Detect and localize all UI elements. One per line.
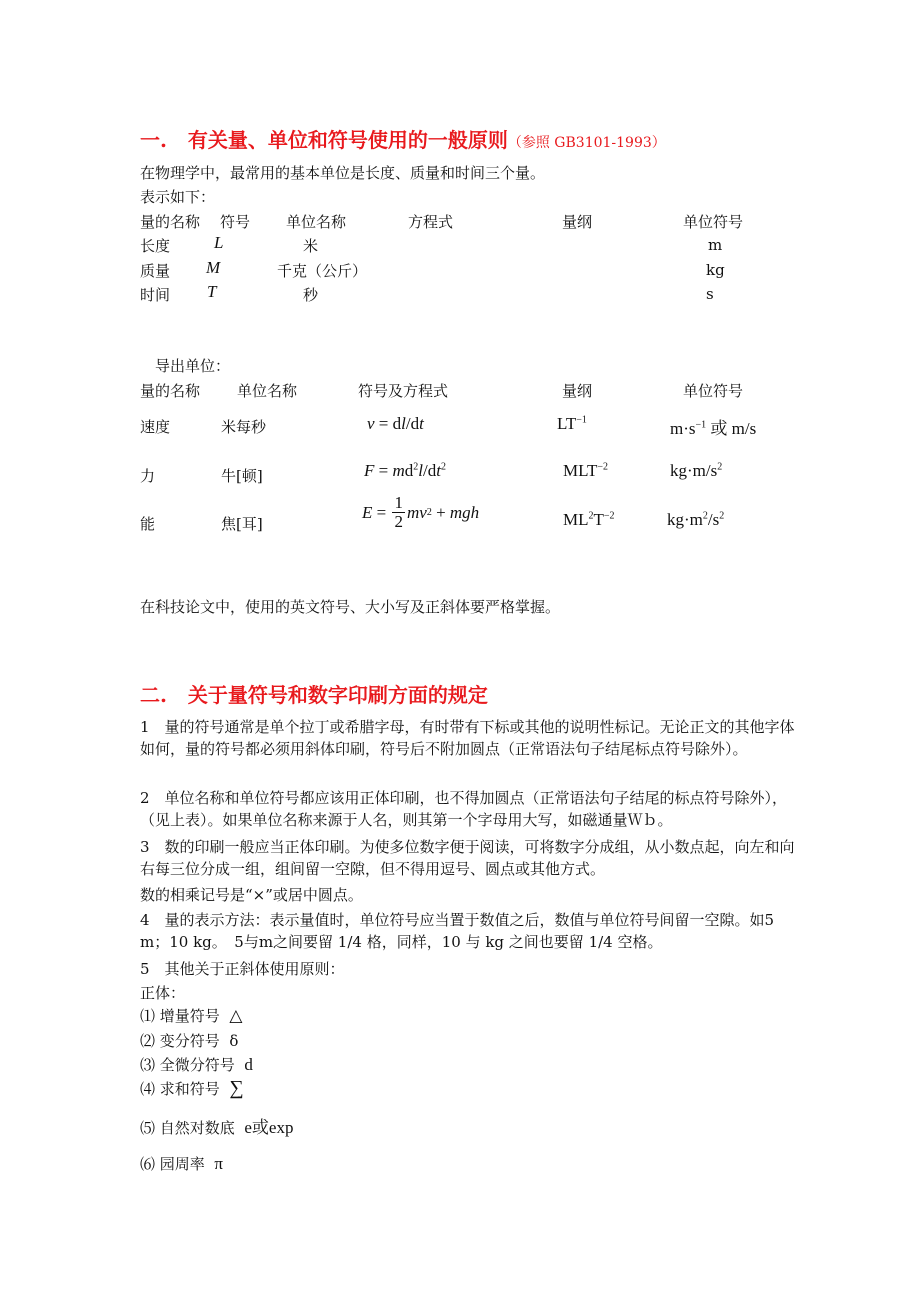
energy-unit-symbol: $kg\cdot m^2/s^2$ xyxy=(667,510,725,529)
rule-5: 5 其他关于正斜体使用原则： xyxy=(140,960,345,978)
derived-row-energy-unit: 焦[耳] xyxy=(221,515,263,533)
upright-item-label: 全微分符号 xyxy=(159,1056,235,1074)
upright-item xyxy=(140,1113,293,1138)
derived-row-velocity-name: 速度 xyxy=(140,418,171,436)
upright-item-symbol: d xyxy=(244,1055,253,1074)
base-header-name: 量的名称 xyxy=(140,213,201,231)
upright-item-label: 变分符号 xyxy=(159,1032,220,1050)
base-header-symbol: 符号 xyxy=(220,213,251,231)
base-row-time-unit-symbol: s xyxy=(706,285,714,303)
base-row-mass-symbol: M xyxy=(206,258,221,277)
section1-note: 在科技论文中，使用的英文符号、大小写及正斜体要严格掌握。 xyxy=(140,598,561,616)
velocity-unit-symbol: $m\cdot s^{-1}$ 或 m/s xyxy=(670,419,757,438)
upright-item xyxy=(140,1153,223,1174)
upright-item-symbol: ∑ xyxy=(229,1077,244,1099)
upright-item xyxy=(140,1077,244,1100)
upright-item xyxy=(140,1005,242,1026)
base-row-time-symbol: T xyxy=(207,282,217,301)
upright-item-num: ⑷ xyxy=(140,1080,156,1098)
velocity-equation: v = dl/dt xyxy=(367,414,424,433)
base-header-dimension: 量纲 xyxy=(562,213,593,231)
base-row-time-name: 时间 xyxy=(140,286,171,304)
upright-item-label: 自然对数底 xyxy=(159,1119,235,1137)
derived-row-energy-name: 能 xyxy=(140,515,156,533)
derived-row-velocity-unit: 米每秒 xyxy=(221,418,267,436)
base-header-equation: 方程式 xyxy=(408,213,454,231)
velocity-dimension: $LT^{-1}$ xyxy=(557,414,587,433)
upright-item-num: ⑵ xyxy=(140,1032,156,1050)
intro-text: 在物理学中，最常用的基本单位是长度、质量和时间三个量。 xyxy=(140,164,546,182)
upright-label: 正体： xyxy=(140,984,186,1002)
upright-item-label: 求和符号 xyxy=(159,1080,220,1098)
force-unit-symbol: $kg\cdot m/s^2$ xyxy=(670,461,723,480)
upright-item-label: 增量符号 xyxy=(159,1007,220,1025)
upright-item-num: ⑶ xyxy=(140,1056,156,1074)
derived-header-equation: 符号及方程式 xyxy=(358,382,449,400)
derived-header-dimension: 量纲 xyxy=(562,382,593,400)
base-row-length-name: 长度 xyxy=(140,237,171,255)
rule-1: 1 量的符号通常是单个拉丁或希腊字母，有时带有下标或其他的说明性标记。无论正文的其他字体如何，量的符号都必须用斜体印刷，符号后不附加圆点（正常语法句子结尾标点符号除外）。 xyxy=(140,718,795,758)
base-header-unit-name: 单位名称 xyxy=(286,213,347,231)
upright-item xyxy=(140,1030,238,1051)
base-row-mass-unit: 千克（公斤） xyxy=(277,262,368,280)
derived-header-unit-symbol: 单位符号 xyxy=(683,382,744,400)
derived-header-unit-name: 单位名称 xyxy=(237,382,298,400)
base-header-unit-symbol: 单位符号 xyxy=(683,213,744,231)
section1-reference: （参照 GB3101-1993） xyxy=(507,135,666,151)
energy-equation: E = $\frac{1}{2}$ mv 2 + mgh xyxy=(362,493,480,531)
rule-4: 4 量的表示方法：表示量值时，单位符号应当置于数值之后，数值与单位符号间留一空隙。如5 m；10 kg。 5与m之间要留 1/4 格，同样，10 与 kg 之间也要留 1/4 空格。 xyxy=(140,911,790,951)
base-row-mass-name: 质量 xyxy=(140,262,171,280)
base-row-time-unit: 秒 xyxy=(303,286,319,304)
derived-header-name: 量的名称 xyxy=(140,382,201,400)
upright-item-symbol: δ xyxy=(229,1032,239,1050)
section2-heading xyxy=(140,679,488,708)
section1-title: 有关量、单位和符号使用的一般原则 xyxy=(187,128,508,152)
upright-item-num: ⑴ xyxy=(140,1007,156,1025)
section2-title: 关于量符号和数字印刷方面的规定 xyxy=(187,683,488,707)
shown-as-label: 表示如下： xyxy=(140,188,216,206)
derived-label: 导出单位： xyxy=(155,357,231,375)
section1-number: 一. xyxy=(140,128,167,152)
derived-row-force-unit: 牛[顿] xyxy=(221,467,263,485)
upright-item-symbol: π xyxy=(214,1154,223,1173)
section2-number: 二. xyxy=(140,683,167,707)
upright-item-label: 园周率 xyxy=(159,1155,205,1173)
section1-heading xyxy=(140,124,666,153)
base-row-mass-unit-symbol: kg xyxy=(706,261,725,279)
rule-3: 3 数的印刷一般应当正体印刷。为使多位数字便于阅读，可将数字分成组，从小数点起，向左和向右每三位分成一组，组间留一空隙，但不得用逗号、圆点或其他方式。 xyxy=(140,838,795,878)
upright-item-symbol: e或exp xyxy=(244,1118,294,1137)
force-dimension: $MLT^{-2}$ xyxy=(563,461,608,480)
upright-item-num: ⑹ xyxy=(140,1155,156,1173)
rule-3-multiply: 数的相乘记号是“×”或居中圆点。 xyxy=(140,886,363,904)
upright-item xyxy=(140,1054,253,1075)
base-row-length-symbol: L xyxy=(214,233,224,252)
derived-row-force-name: 力 xyxy=(140,467,156,485)
energy-dimension: $ML^2T^{-2}$ xyxy=(563,510,615,529)
upright-item-num: ⑸ xyxy=(140,1119,156,1137)
rule-2: 2 单位名称和单位符号都应该用正体印刷，也不得加圆点（正常语法句子结尾的标点符号除外），（见上表）。如果单位名称来源于人名，则其第一个字母用大写，如磁通量Ｗｂ。 xyxy=(140,789,788,829)
base-row-length-unit-symbol: m xyxy=(708,236,723,254)
upright-item-symbol: △ xyxy=(229,1006,243,1025)
force-equation: $F = md^2l/dt^2$ xyxy=(364,461,446,480)
base-row-length-unit: 米 xyxy=(303,237,319,255)
